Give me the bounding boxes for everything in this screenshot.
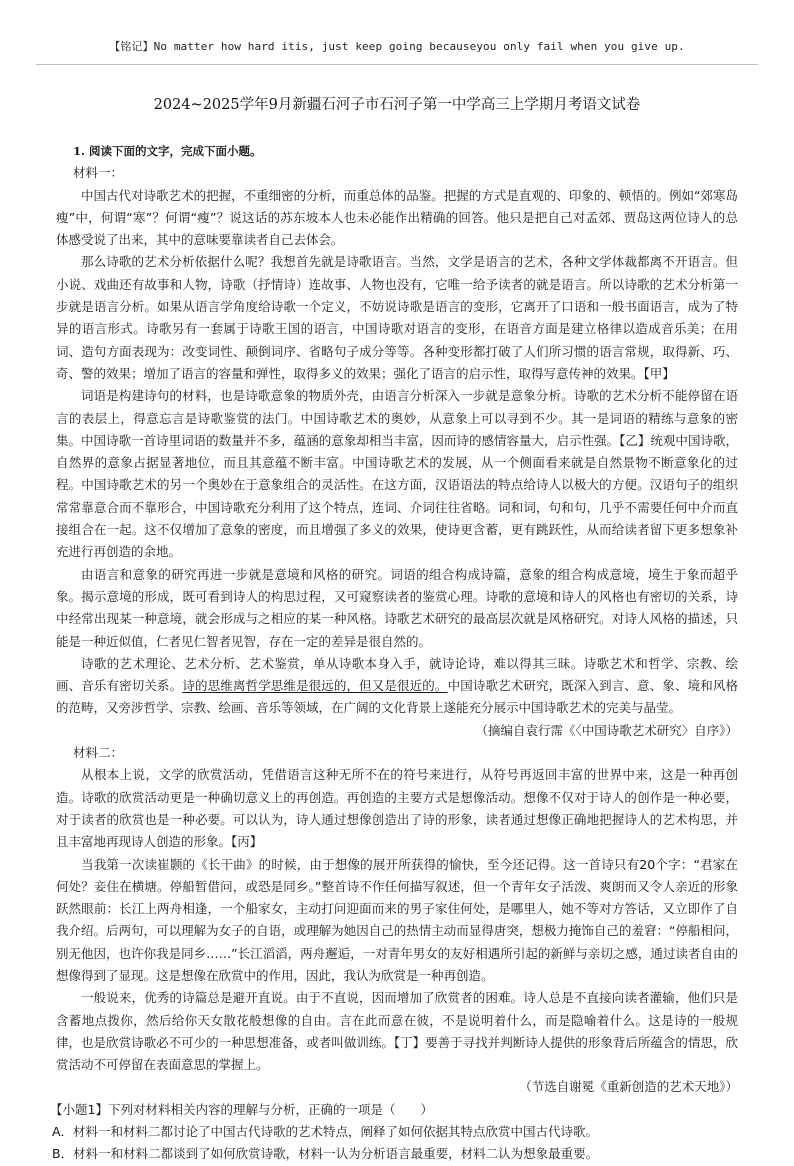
material-1-paragraph: 由语言和意象的研究再进一步就是意境和风格的研究。词语的组合构成诗篇，意象的组合构成意境，境生于象而超乎象。揭示意境的形成，既可看到诗人的构思过程，又可窥察读者的鉴赏心理。诗歌的意境和诗人的风格也有密切的关系，诗中经常出现某一种意境，就会形成与之相应的某一种风格。诗歌艺术研究的最高层次就是风格研究。对诗人风格的描述，只能是一种近似值，仁者见仁智者见智，存在一定的差异是很自然的。 — [56, 566, 738, 649]
material-1-paragraph: 中国古代对诗歌艺术的把握，不重细密的分析，而重总体的品鉴。把握的方式是直观的、印象的、顿悟的。例如“郊寒岛瘦”中，何谓“寒”？何谓“瘦”？说这话的苏东坡本人也未必能作出精确的回答。他只是把自己对孟郊、贾岛这两位诗人的总体感受说了出来，其中的意味要靠读者自己去体会。 — [56, 187, 738, 248]
material-2-source: （节选自谢冕《重新创造的艺术天地》） — [519, 1079, 738, 1095]
motto-header: 【铭记】No matter how hard itis, just keep going becauseyou only fail when you give up. — [109, 40, 685, 53]
question-content — [50, 140, 738, 1166]
underlined-sentence: 诗的思维离哲学思维是很远的，但又是很近的。 — [182, 678, 448, 694]
material-1-label: 材料一： — [73, 165, 124, 181]
material-2-paragraph: 当我第一次读崔颢的《长干曲》的时候，由于想像的展开所获得的愉快，至今还记得。这一首诗只有20个字：“君家在何处？妾住在横塘。停船暂借问，或恐是同乡。”整首诗不作任何描写叙述，但一个青年女子活泼、爽朗而又令人亲近的形象跃然眼前：长江上两舟相逢，一个船家女，主动打问迎面而来的男子家住何处，是哪里人，她不等对方答话，又立即作了自我介绍。后两句，可以理解为女子的自语，或理解为她因自己的热情主动而显得唐突，想极力掩饰自己的羞窘：“停船相问，别无他因，也许你我是同乡……”长江滔滔，两舟邂逅，一对青年男女的友好相遇所引起的新鲜与亲切之感，通过读者自由的想像得到了显现。这是想像在欣赏中的作用，因此，我认为欣赏是一种再创造。 — [56, 856, 738, 983]
text-span: 中国诗歌艺术研究，既深入到言、意、象、境和风格的范畴，又旁涉哲学、宗教、绘画、音乐等领域，在广阔的文化背景上遂能充分展示中国诗歌艺术的完美与晶莹。 — [56, 678, 738, 716]
question-heading: 1. 阅读下面的文字，完成下面小题。 — [73, 144, 262, 158]
subquestion-stem: 【小题1】下列对材料相关内容的理解与分析，正确的一项是（ ） — [50, 1101, 433, 1117]
text-span: 诗歌的艺术理论、艺术分析、艺术鉴赏，单从诗歌本身入手，就诗论诗，难以得其三昧。诗歌艺术和哲学、宗教、绘画、音乐有密切关系。 — [56, 655, 738, 694]
material-2-paragraph: 一般说来，优秀的诗篇总是避开直说。由于不直说，因而增加了欣赏者的困难。诗人总是不直接向读者灌输，他们只是含蓄地点拨你，然后给你天女散花般想像的自由。言在此而意在彼，不是说明着什么，而是隐喻着什么。这是诗的一般规律，也是欣赏诗歌必不可少的一种思想准备，或者叫做训练。【丁】要善于寻找并判断诗人提供的形象背后所蕴含的情思，欣赏活动不可停留在表面意思的掌握上。 — [56, 990, 738, 1073]
page-title: 2024~2025学年9月新疆石河子市石河子第一中学高三上学期月考语文试卷 — [153, 97, 641, 113]
material-1-paragraph: 词语是构建诗句的材料，也是诗歌意象的物质外壳，由语言分析深入一步就是意象分析。诗歌的艺术分析不能停留在语言的表层上，得意忘言是诗歌鉴赏的法门。中国诗歌艺术的奥妙，从意象上可以寻到不少。其一是词语的精练与意象的密集。中国诗歌一首诗里词语的数量并不多，蕴涵的意象却相当丰富，因而诗的感情容量大，启示性强。【乙】统观中国诗歌，自然界的意象占据显著地位，而且其意蕴不断丰富。中国诗歌艺术的发展，从一个侧面看来就是自然景物不断意象化的过程。中国诗歌艺术的另一个奥妙在于意象组合的灵活性。在这方面，汉语语法的特点给诗人以极大的方便。汉语句子的组织常常靠意合而不靠形合，中国诗歌充分利用了这个特点，连词、介词往往省略。词和词，句和句，几乎不需要任何中介而直接组合在一起。这不仅增加了意象的密度，而且增强了多义的效果，使诗更含蓄，更有跳跃性，从而给读者留下更多想象补充进行再创造的余地。 — [56, 388, 738, 560]
header-divider — [36, 64, 758, 65]
material-2-label: 材料二： — [73, 745, 124, 761]
material-2-paragraph: 从根本上说，文学的欣赏活动，凭借语言这种无所不在的符号来进行，从符号再返回丰富的世界中来，这是一种再创造。诗歌的欣赏活动更是一种确切意义上的再创造。再创造的主要方式是想像活动。想像不仅对于诗人的创作是一种必要，对于读者的欣赏也是一种必要。可以认为，诗人通过想像创造出了诗的形象，读者通过想像正确地把握诗人的艺术构思，并且丰富地再现诗人创造的形象。【丙】 — [56, 767, 738, 850]
material-1-paragraph: 那么诗歌的艺术分析依据什么呢？我想首先就是诗歌语言。当然，文学是语言的艺术，各种文学体裁都离不开语言。但小说、戏曲还有故事和人物，诗歌（抒情诗）连故事、人物也没有，它唯一给予读者的就是语言。所以诗歌的艺术分析第一步就是语言分析。如果从语言学角度给诗歌一个定义，不妨说诗歌是语言的变形，它离开了口语和一般书面语言，成为了特异的语言形式。诗歌另有一套属于诗歌王国的语言，中国诗歌对语言的变形，在语音方面是建立格律以造成音乐美；在用词、造句方面表现为：改变词性、颠倒词序、省略句子成分等等。各种变形都打破了人们所习惯的语言常规，取得新、巧、奇、警的效果；增加了语言的容量和弹性，取得多义的效果；强化了语言的启示性，取得写意传神的效果。【甲】 — [56, 254, 738, 381]
material-1-paragraph — [56, 653, 738, 720]
answer-option-a[interactable]: A．材料一和材料二都讨论了中国古代诗歌的艺术特点，阐释了如何依据其特点欣赏中国古代诗歌。 — [52, 1124, 599, 1140]
answer-option-b[interactable]: B．材料一和材料二都谈到了如何欣赏诗歌，材料一认为分析语言最重要，材料二认为想象最重要。 — [52, 1146, 599, 1162]
material-1-source: （摘编自袁行霈《〈中国诗歌艺术研究〉自序》） — [475, 722, 738, 738]
